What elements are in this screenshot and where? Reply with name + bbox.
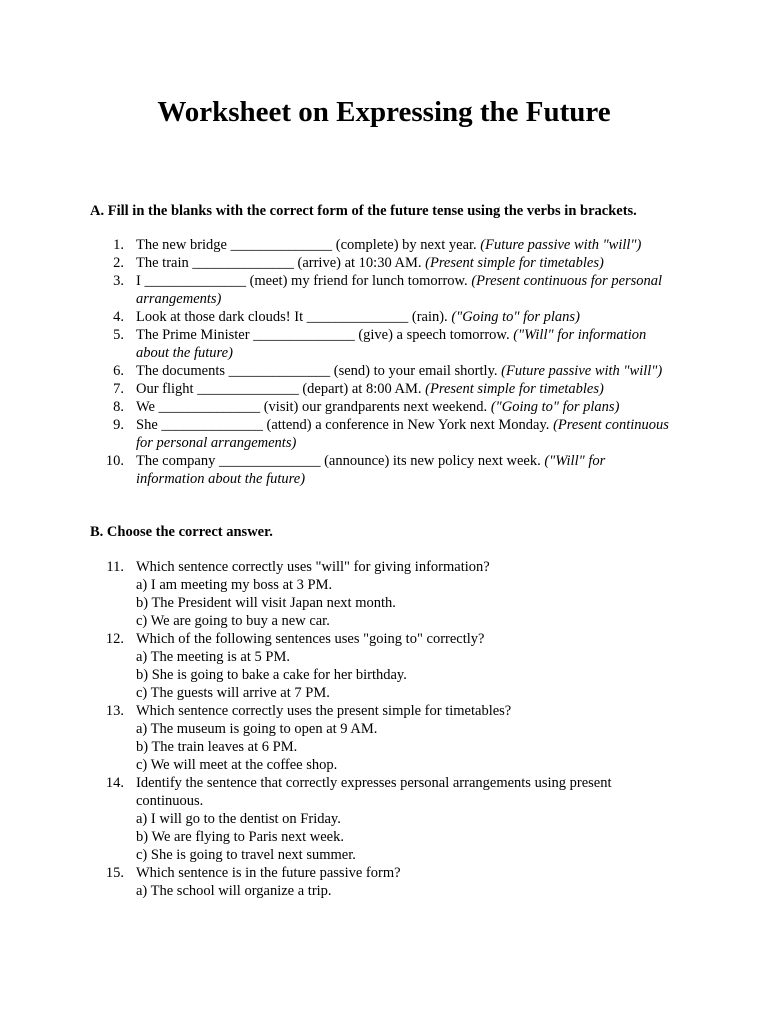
item-text: The new bridge ______________ (complete) by next year. — [136, 237, 481, 253]
question-text: Which of the following sentences uses "going to" correctly? — [136, 631, 485, 647]
item-hint: ("Going to" for plans) — [490, 399, 620, 415]
question-number: 15. — [105, 865, 124, 881]
question-12 — [0, 630, 768, 702]
answer-option: c) We are going to buy a new car. — [136, 613, 330, 629]
question-text: Which sentence correctly uses "will" for giving information? — [136, 559, 490, 575]
exercise-item-5 — [0, 326, 768, 362]
item-text: The Prime Minister ______________ (give) a speech tomorrow. — [136, 327, 514, 343]
exercise-item-8 — [0, 398, 768, 416]
question-number: 12. — [105, 631, 124, 647]
answer-option: a) The museum is going to open at 9 AM. — [136, 721, 378, 737]
answer-option: c) She is going to travel next summer. — [136, 847, 356, 863]
answer-option: b) She is going to bake a cake for her birthday. — [136, 667, 407, 683]
exercise-item-1 — [0, 236, 768, 254]
question-14 — [0, 774, 768, 864]
exercise-item-7 — [0, 380, 768, 398]
question-number: 13. — [105, 703, 124, 719]
item-number: 9. — [113, 417, 124, 433]
answer-option: b) The train leaves at 6 PM. — [136, 739, 298, 755]
exercise-item-2 — [0, 254, 768, 272]
answer-option: c) The guests will arrive at 7 PM. — [136, 685, 330, 701]
answer-option: a) I will go to the dentist on Friday. — [136, 811, 341, 827]
item-number: 10. — [105, 453, 124, 469]
question-13 — [0, 702, 768, 774]
answer-option: b) The President will visit Japan next month. — [136, 595, 396, 611]
exercise-item-3 — [0, 272, 768, 308]
question-text: Which sentence is in the future passive form? — [136, 865, 401, 881]
item-number: 5. — [113, 327, 124, 343]
item-number: 2. — [113, 255, 124, 271]
answer-option: a) The meeting is at 5 PM. — [136, 649, 290, 665]
item-text: Our flight ______________ (depart) at 8:00 AM. — [136, 381, 426, 397]
exercise-item-10 — [0, 452, 768, 488]
item-number: 8. — [113, 399, 124, 415]
question-text: Which sentence correctly uses the present simple for timetables? — [136, 703, 512, 719]
item-text: The train ______________ (arrive) at 10:30 AM. — [136, 255, 426, 271]
question-15 — [0, 864, 768, 900]
item-hint: ("Will" for information about the future) — [136, 327, 647, 361]
item-text: Look at those dark clouds! It ______________ (rain). — [136, 309, 452, 325]
item-hint: (Future passive with "will") — [480, 237, 642, 253]
answer-option: c) We will meet at the coffee shop. — [136, 757, 338, 773]
item-text: The company ______________ (announce) its new policy next week. — [136, 453, 545, 469]
question-11 — [0, 558, 768, 630]
item-hint: (Present simple for timetables) — [425, 381, 604, 397]
item-hint: (Present continuous for personal arrangements) — [136, 417, 669, 451]
question-number: 14. — [105, 775, 124, 791]
exercise-item-6 — [0, 362, 768, 380]
answer-option: a) I am meeting my boss at 3 PM. — [136, 577, 333, 593]
item-text: We ______________ (visit) our grandparents next weekend. — [136, 399, 491, 415]
item-hint: ("Will" for information about the future) — [136, 453, 606, 487]
item-hint: (Present simple for timetables) — [425, 255, 604, 271]
item-hint: (Future passive with "will") — [501, 363, 663, 379]
multiple-choice-list — [0, 558, 768, 900]
exercise-item-4 — [0, 308, 768, 326]
answer-option: b) We are flying to Paris next week. — [136, 829, 344, 845]
exercise-item-9 — [0, 416, 768, 452]
item-text: I ______________ (meet) my friend for lunch tomorrow. — [136, 273, 472, 289]
section-a-heading: A. Fill in the blanks with the correct form of the future tense using the verbs in brackets. — [90, 203, 637, 219]
item-number: 6. — [113, 363, 124, 379]
item-number: 3. — [113, 273, 124, 289]
page-title: Worksheet on Expressing the Future — [157, 96, 611, 128]
fill-in-the-blanks-list — [0, 236, 768, 488]
question-number: 11. — [106, 559, 124, 575]
answer-option: a) The school will organize a trip. — [136, 883, 332, 899]
item-number: 4. — [113, 309, 124, 325]
item-hint: ("Going to" for plans) — [451, 309, 580, 325]
item-number: 7. — [113, 381, 124, 397]
item-hint: (Present continuous for personal arrangements) — [136, 273, 663, 307]
item-number: 1. — [113, 237, 124, 253]
item-text: The documents ______________ (send) to your email shortly. — [136, 363, 502, 379]
item-text: She ______________ (attend) a conference in New York next Monday. — [136, 417, 554, 433]
question-text: Identify the sentence that correctly expresses personal arrangements using present continuous. — [136, 775, 612, 809]
section-b-heading: B. Choose the correct answer. — [90, 524, 273, 540]
